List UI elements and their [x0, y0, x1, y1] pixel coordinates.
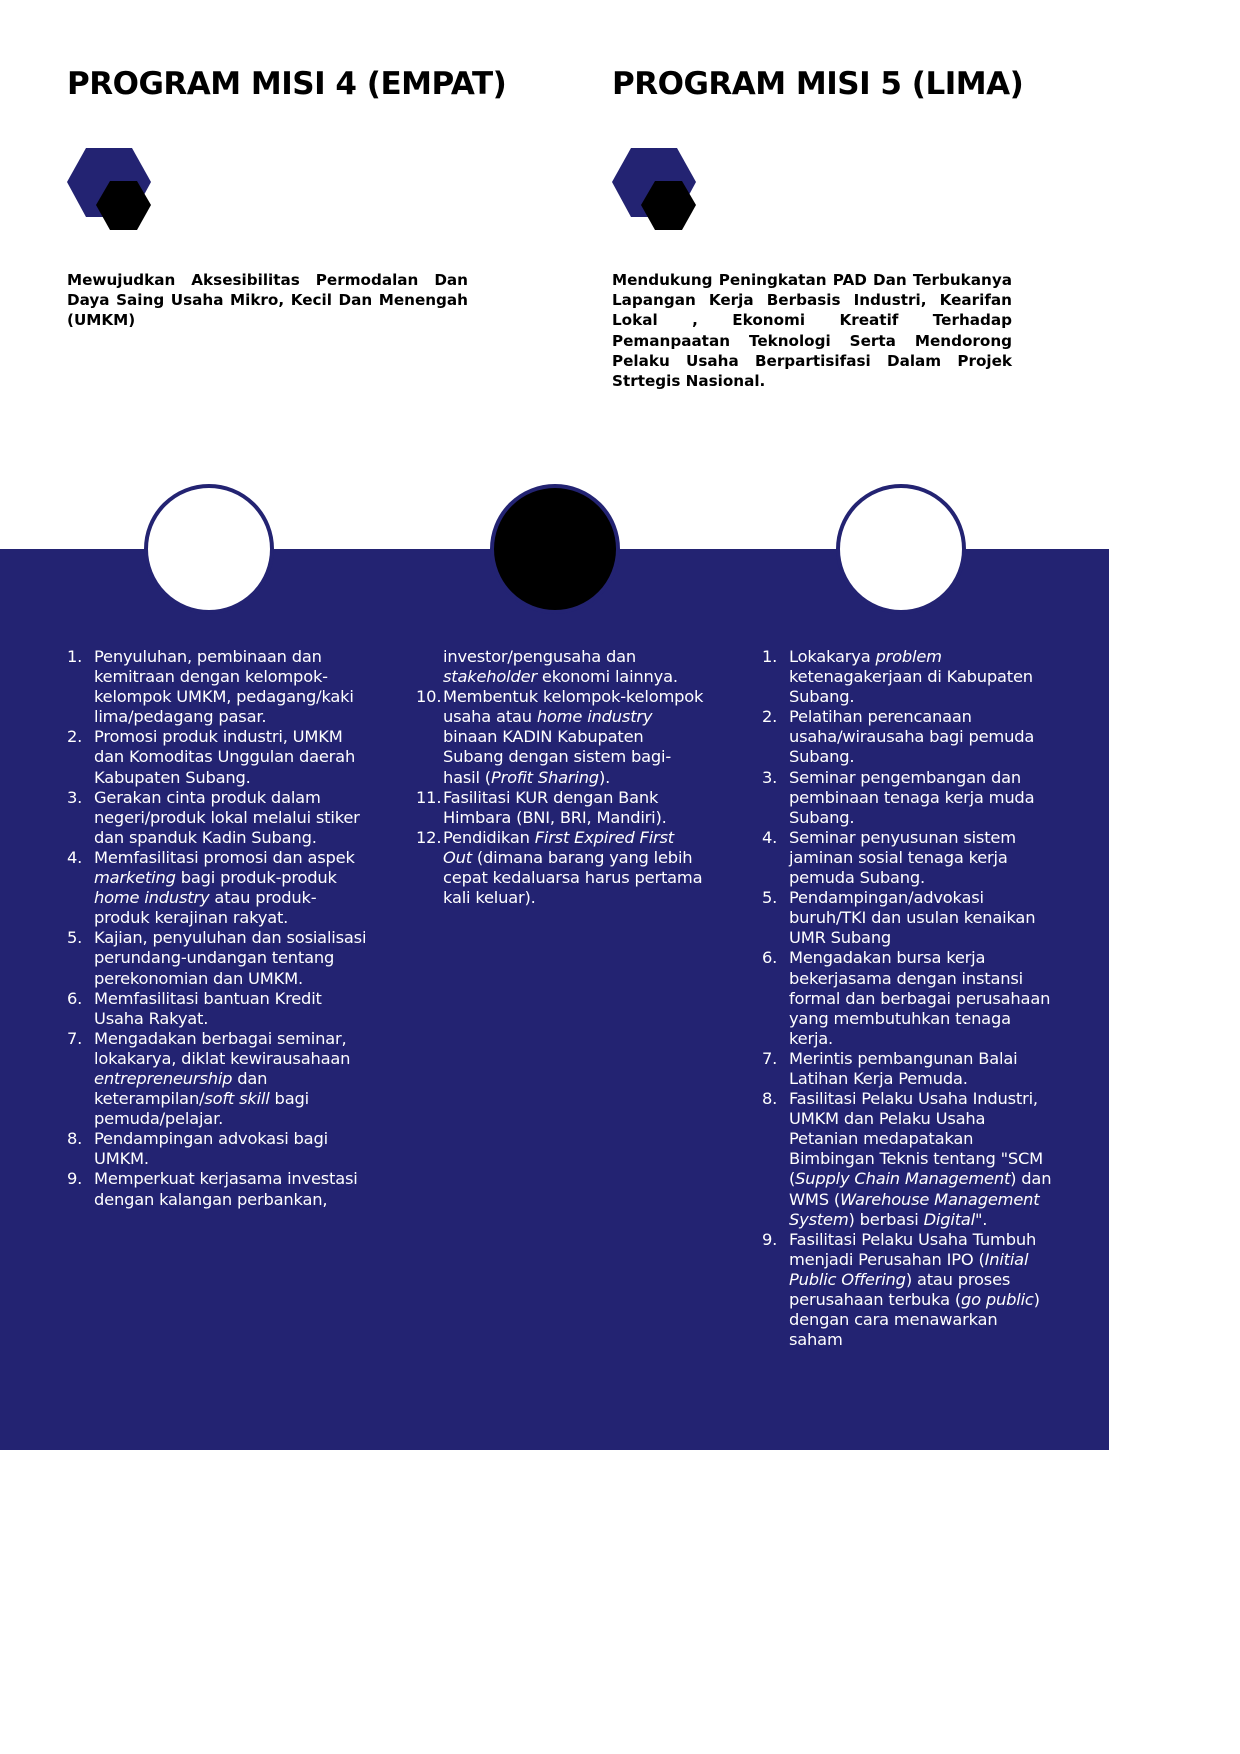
list-item-text: Gerakan cinta produk dalam negeri/produk lokal melalui stiker dan spanduk Kadin Subang.	[94, 787, 360, 847]
list-item	[762, 768, 1052, 828]
mission-4-title: PROGRAM MISI 4 (EMPAT)	[67, 66, 507, 102]
list-item-number: 10.	[416, 687, 442, 707]
list-item	[67, 928, 367, 988]
list-item-number: 6.	[762, 948, 778, 968]
list-item-number: 4.	[67, 847, 83, 867]
list-item	[67, 989, 367, 1029]
list-item	[762, 1230, 1052, 1351]
program-list-mission-4	[67, 647, 367, 1210]
hexagon-pair-icon	[611, 146, 701, 232]
emphasis-term: Initial Public Offering	[789, 1249, 1029, 1289]
list-item	[67, 1169, 367, 1209]
list-item-text: Mengadakan berbagai seminar, lokakarya, diklat kewirausahaan entrepreneurship dan keterampilan/soft skill bagi pemuda/pelajar.	[94, 1028, 351, 1129]
circle-white-left	[144, 484, 274, 614]
list-item-number: 11.	[416, 787, 442, 807]
list-item-number: 9.	[762, 1229, 778, 1249]
emphasis-term: home industry	[94, 888, 210, 908]
emphasis-term: Supply Chain Management	[795, 1169, 1011, 1189]
list-item-text: Memperkuat kerjasama investasi dengan kalangan perbankan,	[94, 1169, 358, 1209]
list-item-text: Kajian, penyuluhan dan sosialisasi perundang-undangan tentang perekonomian dan UMKM.	[94, 928, 367, 988]
list-item-number: 12.	[416, 827, 442, 847]
emphasis-term: Warehouse Management System	[789, 1189, 1040, 1229]
circle-black-center	[490, 484, 620, 614]
list-item-text: Mengadakan bursa kerja bekerjasama dengan instansi formal dan berbagai perusahaan yang membutuhkan tenaga kerja.	[789, 948, 1051, 1048]
list-item	[762, 888, 1052, 948]
mission-4-description: Mewujudkan Aksesibilitas Permodalan Dan Daya Saing Usaha Mikro, Kecil Dan Menengah (UMKM)	[67, 271, 468, 330]
list-item-number: 9.	[67, 1169, 83, 1189]
emphasis-term: stakeholder	[443, 667, 537, 687]
list-item-number: 8.	[762, 1089, 778, 1109]
emphasis-term: entrepreneurship	[94, 1068, 233, 1088]
list-item-text: Lokakarya problem ketenagakerjaan di Kabupaten Subang.	[789, 647, 1033, 707]
mission-5-title: PROGRAM MISI 5 (LIMA)	[612, 66, 1024, 102]
list-item	[67, 1129, 367, 1169]
list-item-text: Membentuk kelompok-kelompok usaha atau home industry binaan KADIN Kabupaten Subang dengan sistem bagi-hasil (Profit Sharing).	[443, 687, 704, 787]
list-item	[416, 828, 706, 908]
list-item-text: Fasilitasi KUR dengan Bank Himbara (BNI, BRI, Mandiri).	[443, 787, 667, 827]
list-item-number: 7.	[67, 1028, 83, 1048]
list-item	[762, 1089, 1052, 1230]
list-item-text: Fasilitasi Pelaku Usaha Industri, UMKM dan Pelaku Usaha Petanian medapatakan Bimbingan Teknis tentang "SCM (Supply Chain Management) dan WMS (Warehouse Management System) berbasi Digital".	[789, 1089, 1052, 1229]
list-item-number: 4.	[762, 827, 778, 847]
emphasis-term: go public	[961, 1290, 1034, 1309]
list-item-text: Seminar penyusunan sistem jaminan sosial tenaga kerja pemuda Subang.	[789, 827, 1016, 888]
list-item	[416, 788, 706, 828]
hexagon-pair-icon	[66, 146, 156, 232]
list-item-text: Pendampingan advokasi bagi UMKM.	[94, 1129, 328, 1169]
list-item-text: Seminar pengembangan dan pembinaan tenaga kerja muda Subang.	[789, 767, 1035, 827]
list-item-number: 6.	[67, 988, 83, 1008]
list-item	[67, 788, 367, 848]
list-item-text: Pendidikan First Expired First Out (dimana barang yang lebih cepat kedaluarsa harus pertama kali keluar).	[443, 827, 703, 908]
list-item	[762, 948, 1052, 1048]
list-item	[762, 647, 1052, 707]
emphasis-term: First Expired First Out	[443, 827, 674, 867]
list-item	[762, 828, 1052, 888]
list-item-text: Merintis pembangunan Balai Latihan Kerja Pemuda.	[789, 1048, 1018, 1088]
program-list-mission-4-continued	[416, 647, 706, 908]
list-item-number: 2.	[67, 727, 83, 747]
mission-5-description: Mendukung Peningkatan PAD Dan Terbukanya Lapangan Kerja Berbasis Industri, Kearifan Lokal , Ekonomi Kreatif Terhadap Pemanpaatan Teknologi Serta Mendorong Pelaku Usaha Berpartisifasi Dalam Projek Strtegis Nasional.	[612, 271, 1012, 391]
list-item	[67, 848, 367, 928]
list-item-text: Pelatihan perencanaan usaha/wirausaha bagi pemuda Subang.	[789, 707, 1035, 767]
list-item-number: 3.	[67, 787, 83, 807]
list-item-text: Fasilitasi Pelaku Usaha Tumbuh menjadi Perusahan IPO (Initial Public Offering) atau proses perusahaan terbuka (go public) dengan cara menawarkan saham	[789, 1229, 1040, 1350]
list-item	[67, 1029, 367, 1129]
list-item-number: 3.	[762, 767, 778, 787]
emphasis-term: marketing	[94, 868, 176, 888]
list-item-number: 5.	[762, 888, 778, 908]
program-list-mission-5	[762, 647, 1052, 1350]
list-item-number: 8.	[67, 1129, 83, 1149]
list-item-number: 2.	[762, 707, 778, 727]
list-item-text: Pendampingan/advokasi buruh/TKI dan usulan kenaikan UMR Subang	[789, 888, 1036, 948]
list-item	[762, 707, 1052, 767]
list-item	[67, 647, 367, 727]
emphasis-term: home industry	[536, 707, 653, 727]
list-item-number: 1.	[762, 647, 778, 666]
emphasis-term: Digital	[923, 1209, 975, 1229]
list-item-text: Memfasilitasi bantuan Kredit Usaha Rakyat.	[94, 988, 322, 1028]
emphasis-term: soft skill	[204, 1089, 270, 1109]
emphasis-term: Profit Sharing	[490, 767, 599, 787]
list-item	[67, 727, 367, 787]
list-item-text: Memfasilitasi promosi dan aspek marketing bagi produk-produk home industry atau produk-produk kerajinan rakyat.	[94, 847, 355, 928]
list-item-number: 1.	[67, 647, 83, 666]
list-item-number: 7.	[762, 1048, 778, 1068]
list-item-text: Penyuluhan, pembinaan dan kemitraan dengan kelompok-kelompok UMKM, pedagang/kaki lima/pedagang pasar.	[94, 647, 354, 727]
list-item	[762, 1049, 1052, 1089]
list-item-text: Promosi produk industri, UMKM dan Komoditas Unggulan daerah Kabupaten Subang.	[94, 727, 356, 787]
circle-white-right	[836, 484, 966, 614]
list-item	[416, 687, 706, 787]
emphasis-term: problem	[875, 647, 942, 666]
list-item-continuation: investor/pengusaha dan stakeholder ekonomi lainnya.	[443, 647, 678, 687]
list-item-number: 5.	[67, 928, 83, 948]
